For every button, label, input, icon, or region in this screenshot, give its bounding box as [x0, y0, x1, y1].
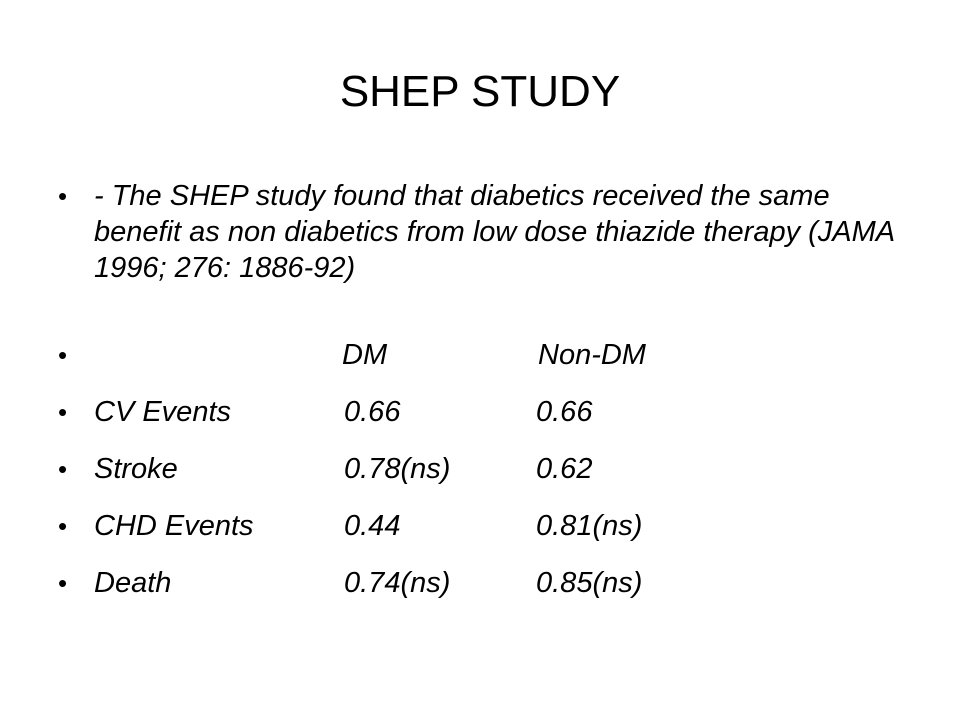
bullet-icon: •	[58, 454, 68, 484]
row-dm-value: 0.74(ns)	[344, 567, 451, 599]
bullet-icon: •	[58, 397, 68, 427]
header-non-dm: Non-DM	[538, 339, 646, 371]
slide-title: SHEP STUDY	[339, 67, 621, 116]
table-row	[0, 394, 960, 430]
row-non-dm-value: 0.85(ns)	[536, 567, 643, 599]
row-label: Stroke	[94, 453, 178, 485]
bullet-icon: •	[58, 568, 68, 598]
row-dm-value: 0.78(ns)	[344, 453, 451, 485]
row-non-dm-value: 0.66	[536, 396, 593, 428]
row-dm-value: 0.66	[344, 396, 401, 428]
table-row	[0, 565, 960, 601]
row-label: CV Events	[94, 396, 231, 428]
bullet-intro	[0, 178, 960, 298]
row-label: CHD Events	[94, 510, 254, 542]
intro-text: - The SHEP study found that diabetics received the same benefit as non diabetics from low dose thiazide therapy (JAMA 1996; 276: 1886-92)	[94, 180, 895, 284]
table-row	[0, 508, 960, 544]
bullet-icon: •	[58, 181, 68, 211]
bullet-table-header	[0, 337, 960, 373]
row-dm-value: 0.44	[344, 510, 401, 542]
bullet-icon: •	[58, 340, 68, 370]
row-non-dm-value: 0.81(ns)	[536, 510, 643, 542]
row-label: Death	[94, 567, 172, 599]
row-non-dm-value: 0.62	[536, 453, 593, 485]
table-row	[0, 451, 960, 487]
header-dm: DM	[342, 339, 388, 371]
bullet-icon: •	[58, 511, 68, 541]
